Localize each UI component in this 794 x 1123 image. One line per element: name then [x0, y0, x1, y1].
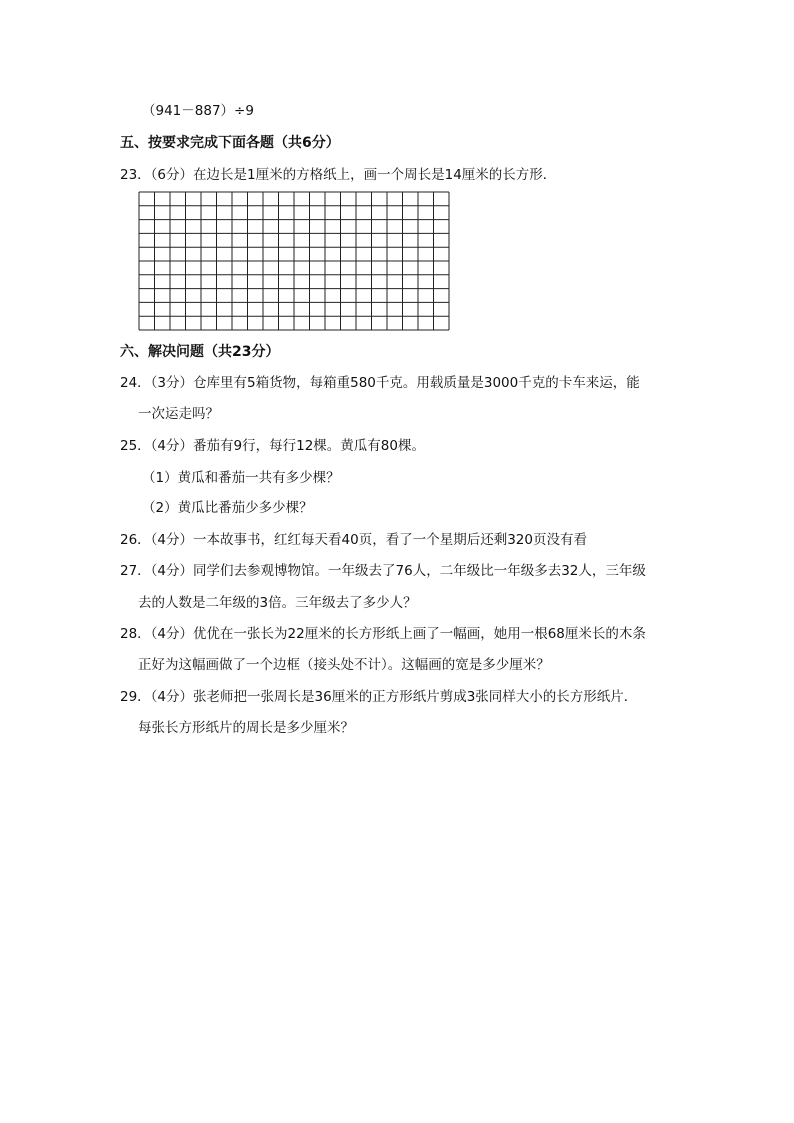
question-25-line1: 25．（4分）番茄有9行，每行12棵。黄瓜有80棵。	[120, 438, 425, 454]
question-28-line1: 28．（4分）优优在一张长为22厘米的长方形纸上画了一幅画，她用一根68厘米长的木条	[120, 626, 646, 642]
question-24-line2: 一次运走吗？	[138, 406, 219, 422]
section6-heading: 六、解决问题（共23分）	[120, 344, 280, 360]
section5-heading: 五、按要求完成下面各题（共6分）	[120, 135, 340, 151]
question-27-line2: 去的人数是二年级的3倍。三年级去了多少人？	[138, 595, 417, 611]
question-26: 26．（4分）一本故事书，红红每天看40页，看了一个星期后还剩320页没有看	[120, 532, 587, 548]
question-24-line1: 24．（3分）仓库里有5箱货物，每箱重580千克。用载质量是3000千克的卡车来运，能	[120, 375, 640, 391]
question-28-line2: 正好为这幅画做了一个边框（接头处不计）。这幅画的宽是多少厘米？	[138, 657, 550, 673]
question-23: 23．（6分）在边长是1厘米的方格纸上，画一个周长是14厘米的长方形．	[120, 167, 557, 183]
square-grid	[138, 191, 450, 331]
expression-line: （941－887）÷9	[142, 103, 254, 119]
question-25-sub1: （1）黄瓜和番茄一共有多少棵？	[142, 470, 340, 486]
question-25-sub2: （2）黄瓜比番茄少多少棵？	[142, 500, 313, 516]
question-29-line1: 29．（4分）张老师把一张周长是36厘米的正方形纸片剪成3张同样大小的长方形纸片．	[120, 689, 638, 705]
question-29-line2: 每张长方形纸片的周长是多少厘米？	[138, 720, 354, 736]
question-27-line1: 27．（4分）同学们去参观博物馆。一年级去了76人，二年级比一年级多去32人，三年级	[120, 563, 646, 579]
